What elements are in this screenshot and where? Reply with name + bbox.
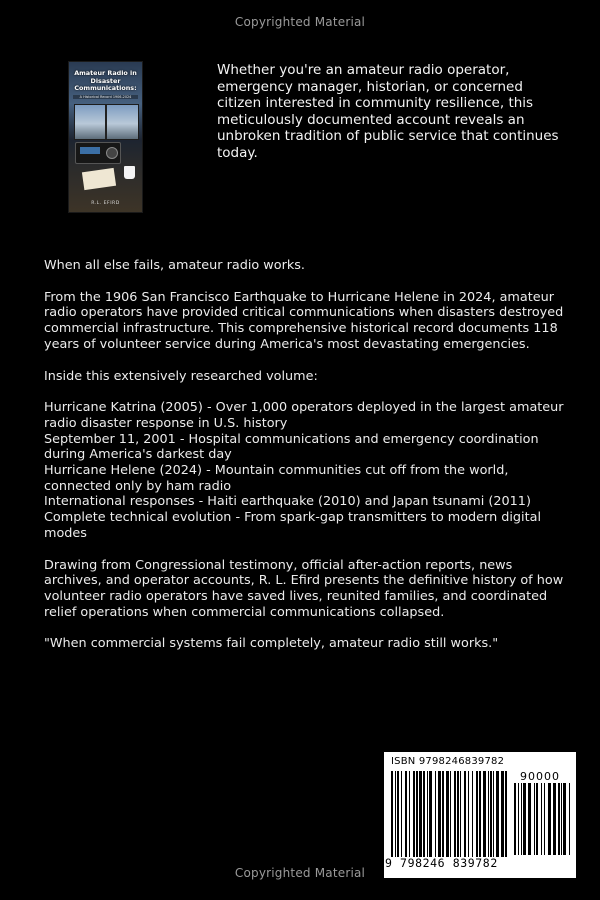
barcode-bar [561, 783, 562, 855]
barcode-bar [496, 771, 499, 857]
barcode-bar [454, 771, 456, 857]
barcode-bar [514, 783, 516, 855]
barcode-bar [401, 771, 402, 857]
copyright-watermark-top: Copyrighted Material [234, 15, 366, 29]
description-body [44, 258, 564, 652]
cover-thumbnail [68, 61, 143, 213]
inside-heading: Inside this extensively researched volume: [44, 368, 318, 384]
barcode-bar [541, 783, 542, 855]
barcode-bar [505, 771, 507, 857]
barcode-bar [391, 771, 393, 857]
highlights-list [44, 400, 564, 541]
barcode-bar [558, 783, 560, 855]
cover-thumbnail-title: Amateur Radio in Disaster Communications: [74, 69, 137, 92]
barcode-bar [563, 783, 566, 855]
isbn-barcode [384, 752, 576, 878]
barcode-bar [493, 771, 494, 857]
barcode-bar [521, 783, 522, 855]
barcode-bar [523, 783, 526, 855]
barcode-bar [435, 771, 436, 857]
barcode-bar [438, 771, 441, 857]
list-item: Complete technical evolution - From spark-gap transmitters to modern digital modes [44, 510, 542, 541]
barcode-bar [427, 771, 428, 857]
tagline: When all else fails, amateur radio works. [44, 258, 305, 273]
cover-thumbnail-subtitle: A Historical Record 1906-2024 [73, 95, 138, 99]
barcode-bar [397, 771, 399, 857]
barcode-bar [479, 771, 481, 857]
barcode-bar [518, 783, 519, 855]
barcode-bar [488, 771, 489, 857]
sources-paragraph: Drawing from Congressional testimony, official after-action reports, news archives, and operator accounts, R. L. Efird presents the definitive history of how volunteer radio operators have saved lives, reunited families, and coordinated relief operations when commercial communications collapsed. [44, 557, 564, 620]
list-item: International responses - Haiti earthquake (2010) and Japan tsunami (2011) [44, 494, 531, 510]
list-item: Hurricane Katrina (2005) - Over 1,000 operators deployed in the largest amateur radio disaster response in U.S. history [44, 400, 564, 431]
addon-barcode-bars [514, 783, 570, 855]
cover-window-illustration [74, 104, 139, 140]
barcode-bar [416, 771, 418, 857]
barcode-bar [446, 771, 449, 857]
barcode-bar [476, 771, 478, 857]
barcode-bar [405, 771, 407, 857]
barcode-bar [472, 771, 473, 857]
barcode-bar [419, 771, 422, 857]
barcode-bar [464, 771, 466, 857]
barcode-bar [569, 783, 570, 855]
cover-thumbnail-author: R.L. EFIRD [91, 201, 120, 206]
barcode-bar [534, 783, 535, 855]
closing-quote: "When commercial systems fail completely, amateur radio still works." [44, 636, 499, 652]
barcode-bar [483, 771, 486, 857]
intro-paragraph: Whether you're an amateur radio operator, emergency manager, historian, or concerned citizen interested in community resilience, this meticulously documented account reveals an unbroken tradition of public service that continues today. [217, 62, 559, 161]
barcode-bar [553, 783, 556, 855]
barcode-bar [409, 771, 410, 857]
history-paragraph: From the 1906 San Francisco Earthquake to Hurricane Helene in 2024, amateur radio operators have provided critical communications when disasters destroyed commercial infrastructure. This comprehensive historical record documents 118 years of volunteer service during America's most devastating emergencies. [44, 289, 564, 352]
cover-notebook-illustration [82, 168, 116, 190]
barcode-bar [395, 771, 396, 857]
price-code: 90000 [520, 770, 560, 783]
barcode-bar [490, 771, 492, 857]
barcode-bar [528, 783, 531, 855]
barcode-bar [544, 783, 545, 855]
isbn-label: ISBN 9798246839782 [391, 756, 505, 767]
barcode-bar [460, 771, 461, 857]
barcode-bar [468, 771, 469, 857]
barcode-bars [391, 771, 509, 857]
barcode-bar [457, 771, 459, 857]
list-item: September 11, 2001 - Hospital communications and emergency coordination during America's darkest day [44, 431, 539, 463]
barcode-bar [429, 771, 432, 857]
barcode-bar [548, 783, 551, 855]
barcode-bar [536, 783, 538, 855]
barcode-bar [413, 771, 415, 857]
barcode-bar [442, 771, 444, 857]
barcode-bar [501, 771, 504, 857]
barcode-bar [450, 771, 451, 857]
isbn-digits: 9 798246 839782 [385, 856, 498, 870]
barcode-bar [423, 771, 425, 857]
cover-mug-illustration [124, 166, 135, 179]
copyright-watermark-bottom: Copyrighted Material [234, 866, 366, 880]
cover-radio-illustration [75, 142, 121, 164]
list-item: Hurricane Helene (2024) - Mountain communities cut off from the world, connected only by ham radio [44, 463, 509, 494]
